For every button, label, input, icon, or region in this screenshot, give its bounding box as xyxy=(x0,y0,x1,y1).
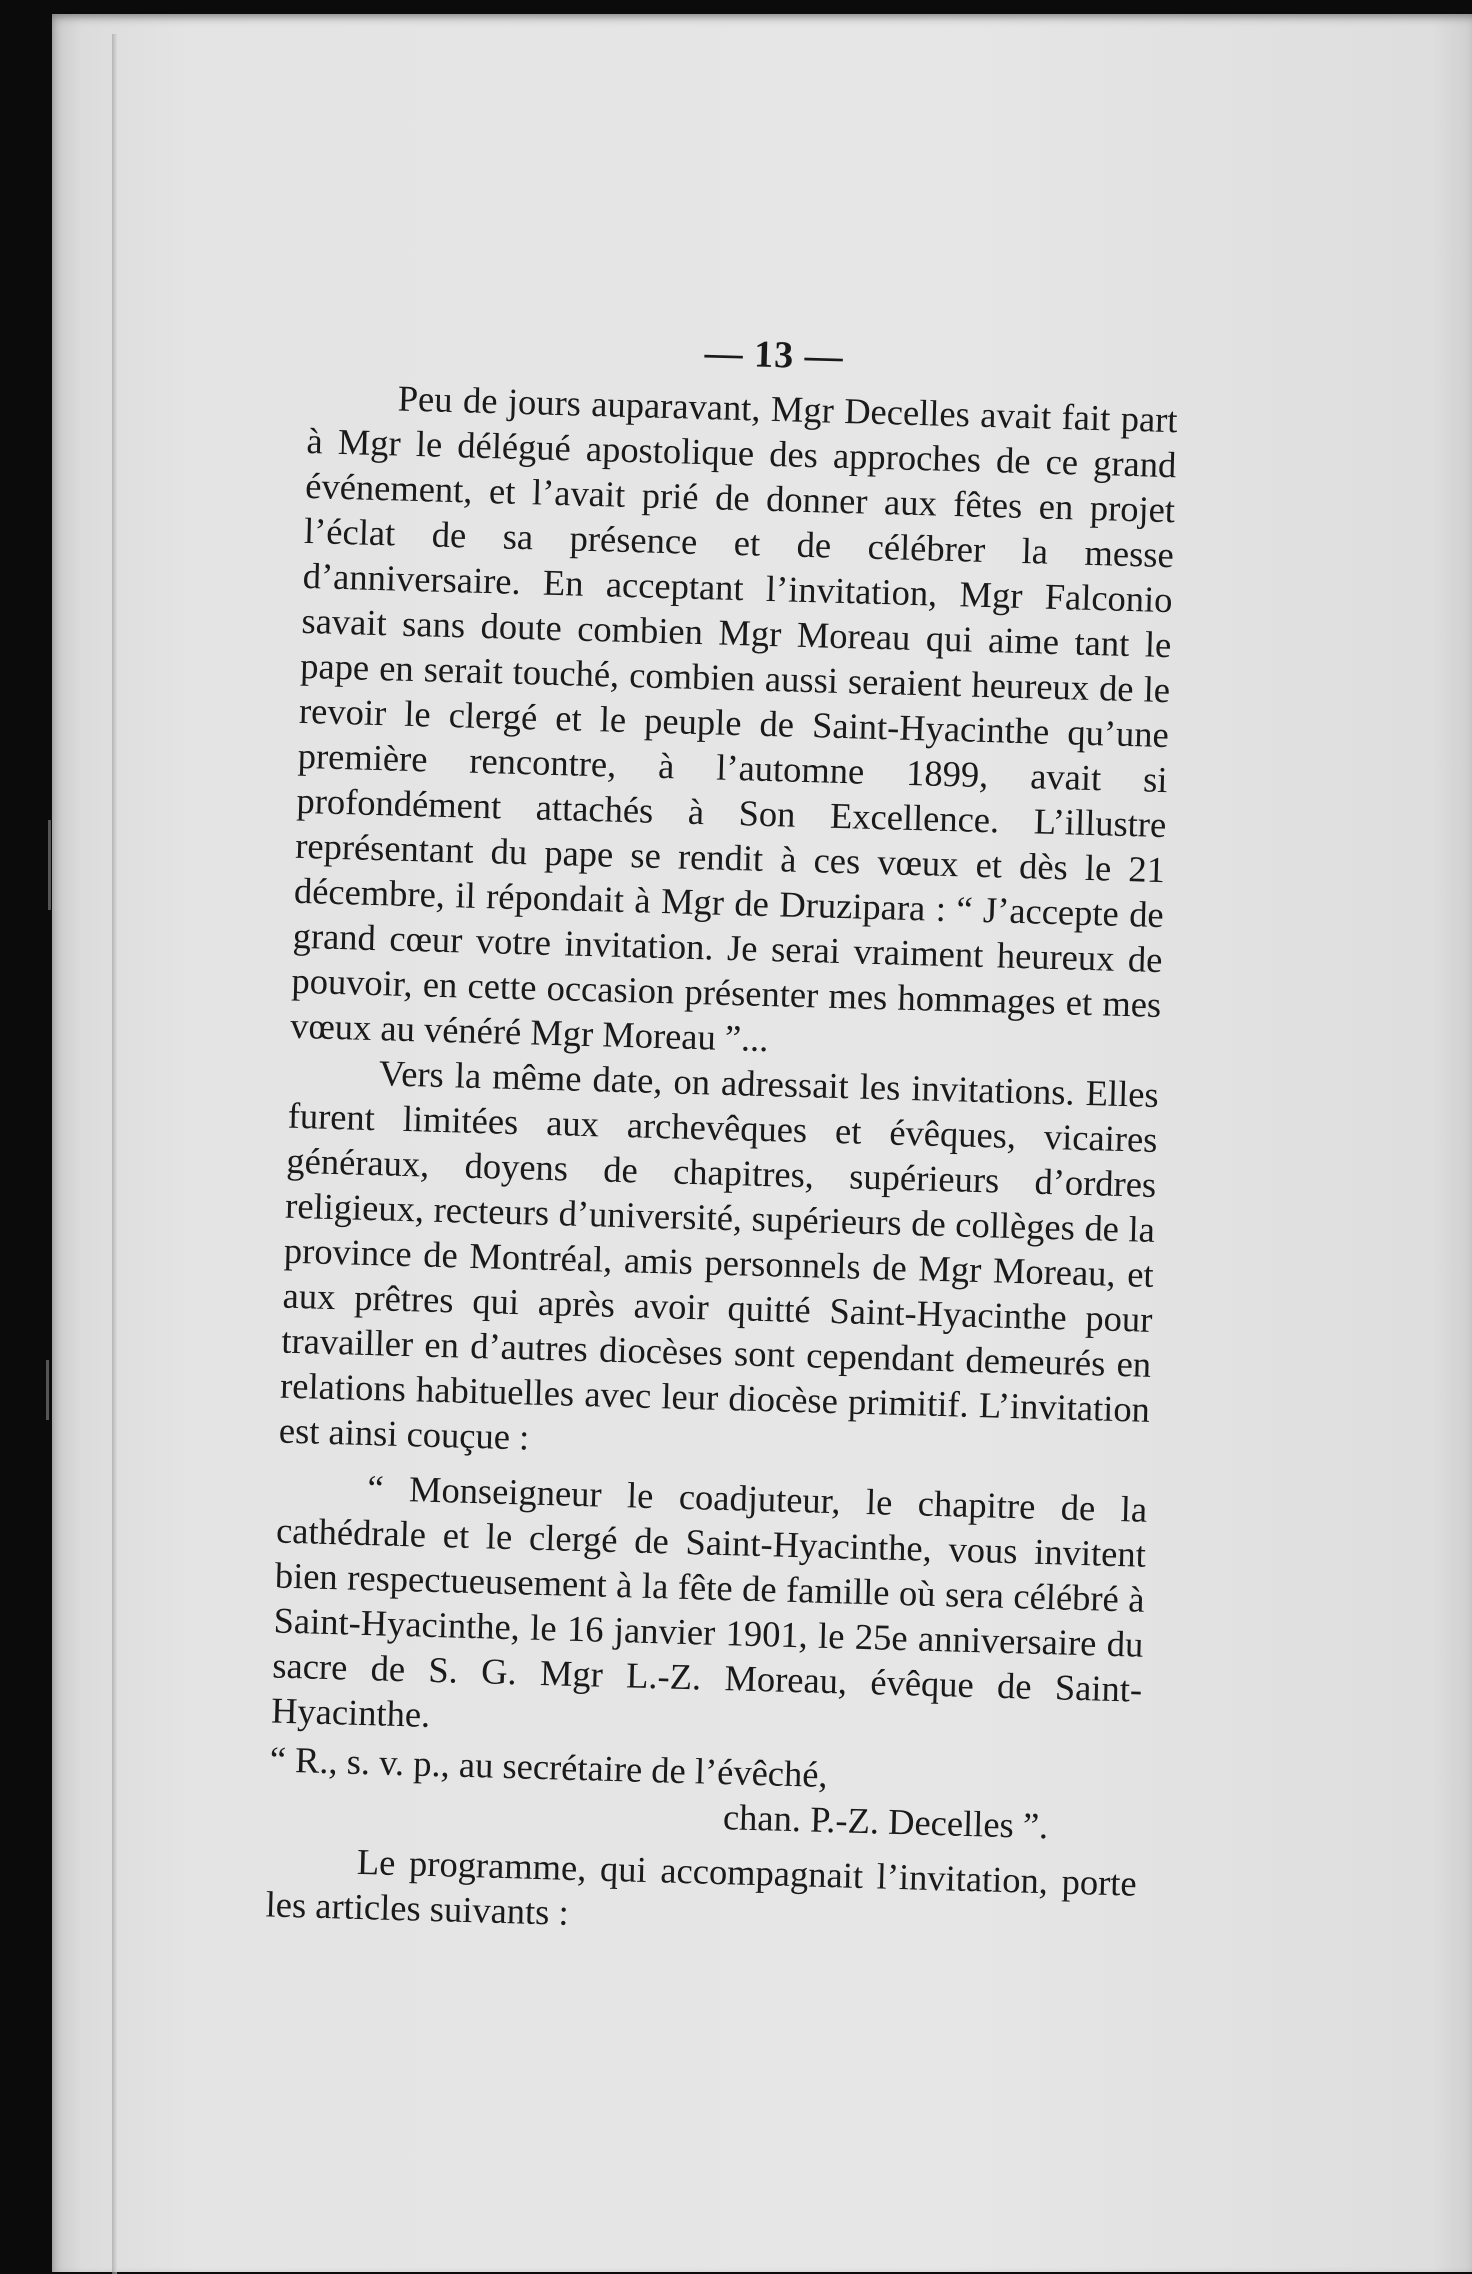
signature-line: chan. P.-Z. Decelles ”. xyxy=(722,1796,1049,1847)
paragraph: Vers la même date, on adressait les invitations. Elles furent limitées aux archevêques et évêques, vicaires généraux, doyens de chapitres, supérieurs d’ordres religieux, recteurs d’université, supérieurs de collèges de la province de Montréal, amis personnels de Mgr Moreau, et aux prêtres qui après avoir quitté Saint-Hyacinthe pour travailler en d’autres diocèses sont cependant demeurés en relations habituelles avec leur diocèse primitif. L’invitation est ainsi couçue : xyxy=(278,1052,1160,1458)
spine-mark xyxy=(46,1360,49,1420)
page-fold-edge xyxy=(112,34,117,2274)
spine-mark xyxy=(48,820,51,910)
invitation-text: “ Monseigneur le coadjuteur, le chapitre de la cathédrale et le clergé de Saint-Hyacinthe, vous invitent bien respectueusement à la fête de famille où sera célébré à Saint-Hyacinthe, le 16 janvier 1901, le 25e anniversaire du sacre de S. G. Mgr L.-Z. Moreau, évêque de Saint-Hyacinthe. xyxy=(270,1467,1148,1735)
page-text xyxy=(265,320,1180,1951)
paragraph: Peu de jours auparavant, Mgr Decelles avait fait part à Mgr le délégué apostolique des approches de ce grand événement, et l’avait prié de donner aux fêtes en projet l’éclat de sa présence et de célébrer la messe d’anniversaire. En acceptant l’invitation, Mgr Falconio savait sans doute combien Mgr Moreau qui aime tant le pape en serait touché, combien aussi seraient heureux de le revoir le clergé et le peuple de Saint-Hyacinthe qu’une première rencontre, à l’automne 1899, avait si profondément attachés à Son Excellence. L’illustre représentant du pape se rendit à ces vœux et dès le 21 décembre, il répondait à Mgr de Druzipara : “ J’accepte de grand cœur votre invitation. Je serai vraiment heureux de pouvoir, en cette occasion présenter mes hommages et mes vœux au vénéré Mgr Moreau ”... xyxy=(289,377,1179,1060)
page-number: — 13 — xyxy=(704,332,845,378)
paragraph: Le programme, qui accompagnait l’invitation, porte les articles suivants : xyxy=(265,1840,1138,1933)
rsvp-line: “ R., s. v. p., au secrétaire de l’évêché, xyxy=(269,1738,829,1796)
